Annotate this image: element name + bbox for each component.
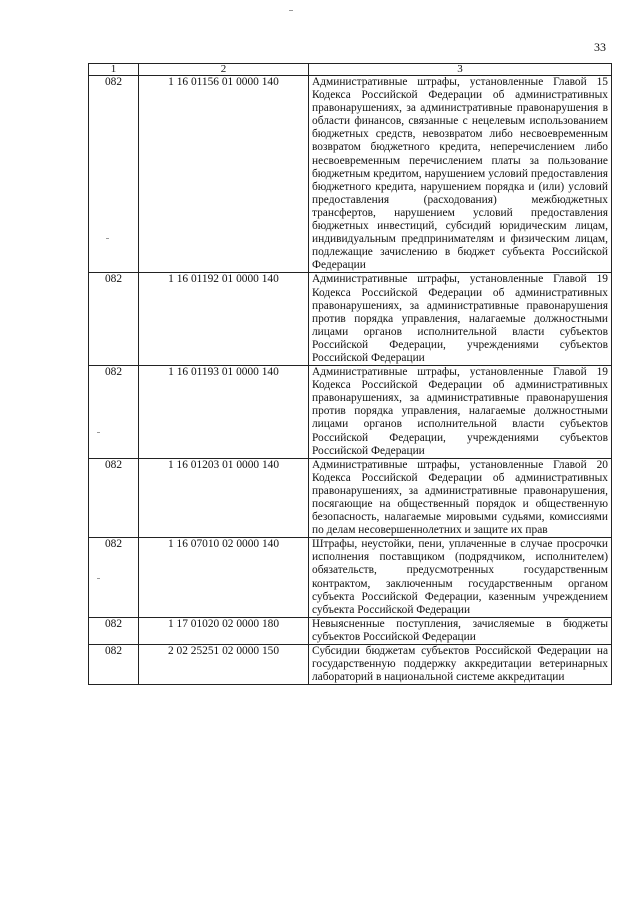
description-cell: Административные штрафы, установленные Главой 19 Кодекса Российской Федерации об административных правонарушениях, за административные правонарушения против порядка управления, налагаемые должностными лицами органов исполнительной власти субъектов Российской Федерации, учреждениями субъектов Российской Федерации — [309, 366, 612, 459]
table-row — [89, 645, 612, 685]
admin-code-cell: 082 — [89, 617, 139, 644]
admin-code-cell: 082 — [89, 273, 139, 366]
description-cell: Административные штрафы, установленные Главой 20 Кодекса Российской Федерации об административных правонарушениях, за административные правонарушения, посягающие на общественный порядок и общественную безопасность, налагаемые мировыми судьями, комиссиями по делам несовершеннолетних и защите их прав — [309, 458, 612, 538]
table-row — [89, 458, 612, 538]
column-header-2: 2 — [139, 64, 309, 76]
budget-code-cell: 1 16 01192 01 0000 140 — [139, 273, 309, 366]
page-number: 33 — [594, 40, 606, 54]
budget-code-cell: 1 17 01020 02 0000 180 — [139, 617, 309, 644]
scan-mark — [97, 432, 100, 433]
budget-code-cell: 2 02 25251 02 0000 150 — [139, 645, 309, 685]
column-header-3: 3 — [309, 64, 612, 76]
admin-code-cell: 082 — [89, 645, 139, 685]
scan-mark — [289, 10, 293, 11]
kbk-table — [88, 63, 612, 685]
table-row — [89, 366, 612, 459]
table-row — [89, 273, 612, 366]
scan-mark — [97, 578, 100, 579]
admin-code-cell: 082 — [89, 366, 139, 459]
budget-code-cell: 1 16 07010 02 0000 140 — [139, 538, 309, 618]
description-cell: Штрафы, неустойки, пени, уплаченные в случае просрочки исполнения поставщиком (подрядчиком, исполнителем) обязательств, предусмотренных государственным контрактом, заключенным государственным органом субъекта Российской Федерации, казенным учреждением субъекта Российской Федерации — [309, 538, 612, 618]
table-header-row — [89, 64, 612, 76]
table-row — [89, 617, 612, 644]
budget-code-cell: 1 16 01156 01 0000 140 — [139, 76, 309, 273]
description-cell: Субсидии бюджетам субъектов Российской Федерации на государственную поддержку аккредитации ветеринарных лабораторий в национальной системе аккредитации — [309, 645, 612, 685]
admin-code-cell: 082 — [89, 458, 139, 538]
budget-code-cell: 1 16 01203 01 0000 140 — [139, 458, 309, 538]
description-cell: Невыясненные поступления, зачисляемые в бюджеты субъектов Российской Федерации — [309, 617, 612, 644]
table-row — [89, 76, 612, 273]
admin-code-cell: 082 — [89, 538, 139, 618]
scan-mark — [106, 238, 109, 239]
table-row — [89, 538, 612, 618]
description-cell: Административные штрафы, установленные Главой 19 Кодекса Российской Федерации об административных правонарушениях, за административные правонарушения против порядка управления, налагаемые должностными лицами органов исполнительной власти субъектов Российской Федерации, учреждениями субъектов Российской Федерации — [309, 273, 612, 366]
description-cell: Административные штрафы, установленные Главой 15 Кодекса Российской Федерации об административных правонарушениях, за административные правонарушения в области финансов, связанные с нецелевым использованием бюджетных средств, невозвратом либо несвоевременным возвратом бюджетного кредита, неперечислением либо несвоевременным перечислением платы за пользование бюджетным кредитом, нарушением условий предоставления бюджетного кредита, нарушением порядка и (или) условий предоставления (расходования) межбюджетных трансфертов, нарушением условий предоставления бюджетных инвестиций, субсидий юридическим лицам, индивидуальным предпринимателям и физическим лицам, подлежащие зачислению в бюджет субъекта Российской Федерации — [309, 76, 612, 273]
column-header-1: 1 — [89, 64, 139, 76]
admin-code-cell: 082 — [89, 76, 139, 273]
budget-code-cell: 1 16 01193 01 0000 140 — [139, 366, 309, 459]
